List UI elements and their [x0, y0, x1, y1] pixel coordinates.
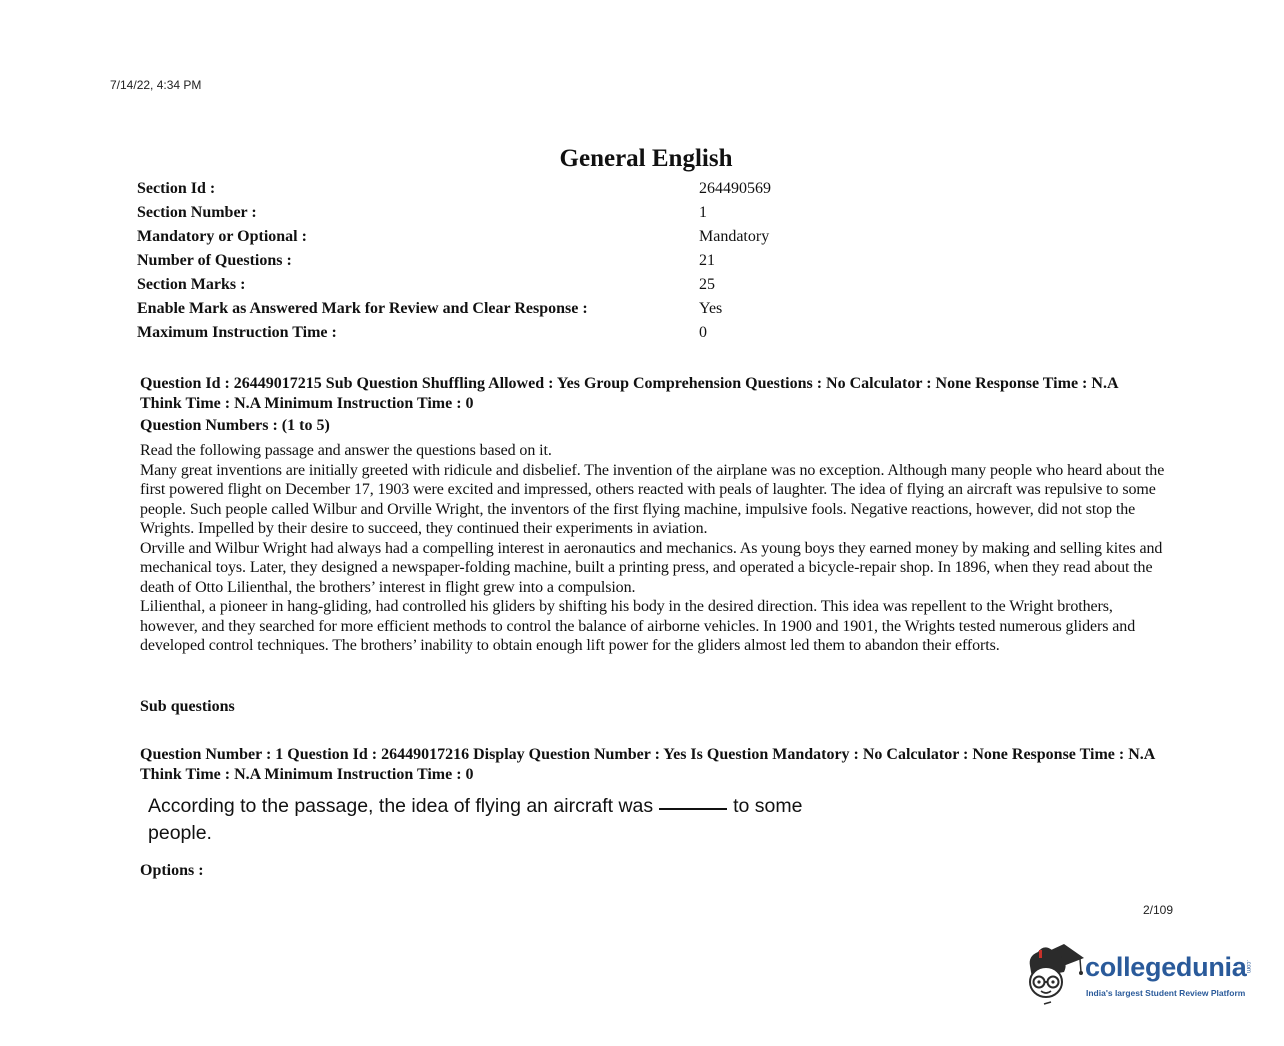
- question-text-before: According to the passage, the idea of flying an aircraft was: [148, 795, 654, 817]
- info-label: Enable Mark as Answered Mark for Review and Clear Response :: [137, 300, 588, 317]
- section-title: General English: [559, 145, 733, 172]
- question-text: [148, 793, 868, 847]
- options-label: Options :: [140, 862, 204, 879]
- info-label: Section Number :: [137, 204, 257, 221]
- info-label: Mandatory or Optional :: [137, 228, 307, 245]
- group-question-meta: Question Id : 26449017215 Sub Question Shuffling Allowed : Yes Group Comprehension Questions : No Calculator : None Response Time : N.A Think Time : N.A Minimum Instruction Time : 0: [140, 375, 1118, 412]
- question-text-after: to some people.: [148, 795, 803, 844]
- question-numbers: Question Numbers : (1 to 5): [140, 417, 330, 434]
- info-value: 1: [699, 204, 707, 221]
- info-value: Yes: [699, 300, 723, 317]
- info-label: Maximum Instruction Time :: [137, 324, 337, 341]
- info-value: 25: [699, 276, 715, 293]
- comprehension-passage: [140, 441, 1165, 656]
- passage-paragraph: Read the following passage and answer the questions based on it.: [140, 442, 552, 459]
- info-label: Section Marks :: [137, 276, 246, 293]
- passage-paragraph: Orville and Wilbur Wright had always had a compelling interest in aeronautics and mechanics. As young boys they earned money by making and selling kites and mechanical toys. Later, they designed a newspaper-folding machine, built a printing press, and operated a bicycle-repair shop. In 1896, when they read about the death of Otto Lilienthal, the brothers’ interest in flight grew into a compulsion.: [140, 539, 1163, 596]
- sub-question-meta: Question Number : 1 Question Id : 26449017216 Display Question Number : Yes Is Question Mandatory : No Calculator : None Response Time : N.A Think Time : N.A Minimum Instruction Time : 0: [140, 746, 1155, 783]
- info-label: Number of Questions :: [137, 252, 292, 269]
- info-value: 21: [699, 252, 715, 269]
- info-value: Mandatory: [699, 228, 770, 245]
- print-timestamp: 7/14/22, 4:34 PM: [110, 78, 202, 92]
- passage-paragraph: Many great inventions are initially greeted with ridicule and disbelief. The invention of the airplane was no exception. Although many people who heard about the first powered flight on December 17, 1903 were excited and impressed, others reacted with peals of laughter. The idea of flying an aircraft was repulsive to some people. Such people called Wilbur and Orville Wright, the inventors of the first flying machine, impulsive fools. Negative reactions, however, did not stop the Wrights. Impelled by their desire to succeed, they continued their experiments in aviation.: [140, 461, 1165, 537]
- collegedunia-logo: [1024, 938, 1264, 1010]
- mascot-icon: [1024, 938, 1086, 1008]
- passage-paragraph: Lilienthal, a pioneer in hang-gliding, had controlled his gliders by shifting his body in the desired direction. This idea was repellent to the Wright brothers, however, and they searched for more efficient methods to control the balance of airborne vehicles. In 1900 and 1901, the Wrights tested numerous gliders and developed control techniques. The brothers’ inability to obtain enough lift power for the gliders almost led them to abandon their efforts.: [140, 598, 1136, 654]
- logo-tagline: India's largest Student Review Platform: [1086, 988, 1246, 998]
- page-number: 2/109: [1143, 903, 1174, 917]
- info-value: 0: [699, 324, 707, 341]
- answer-blank: [659, 808, 727, 810]
- logo-name: collegedunia: [1085, 952, 1247, 982]
- sub-questions-heading: Sub questions: [140, 698, 235, 715]
- info-value: 264490569: [699, 180, 771, 197]
- logo-suffix: .com: [1245, 960, 1251, 974]
- info-label: Section Id :: [137, 180, 216, 197]
